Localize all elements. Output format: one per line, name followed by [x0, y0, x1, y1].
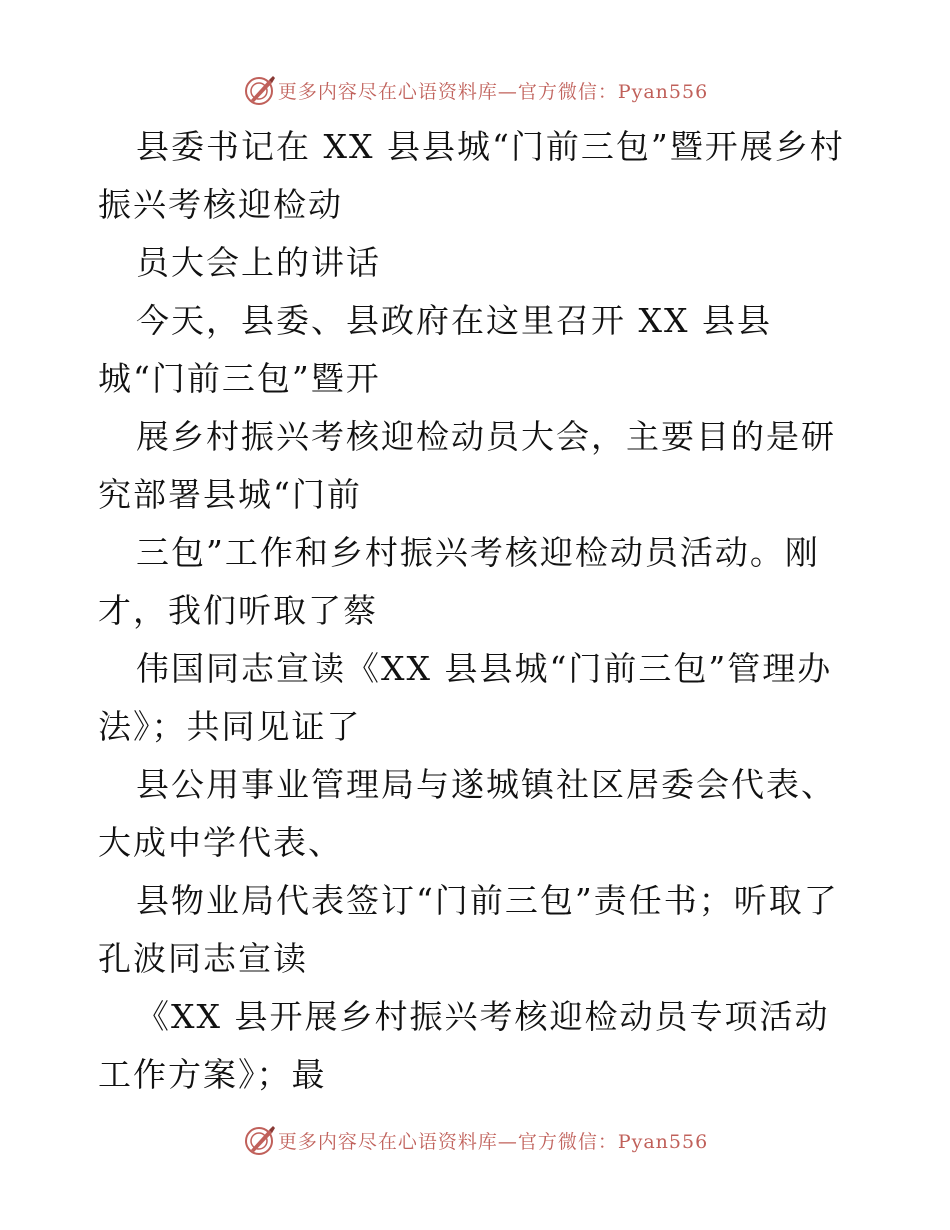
paragraph: 县物业局代表签订“门前三包”责任书；听取了孔波同志宣读: [98, 881, 839, 978]
paragraph: 今天，县委、县政府在这里召开 XX 县县城“门前三包”暨开: [98, 301, 772, 398]
footer-watermark: [0, 1120, 950, 1160]
paragraph: 《XX 县开展乡村振兴考核迎检动员专项活动工作方案》；最: [98, 997, 830, 1094]
document-body: [98, 118, 858, 1104]
paragraph: 县公用事业管理局与遂城镇社区居委会代表、大成中学代表、: [98, 765, 836, 862]
pen-logo-icon: [242, 1123, 276, 1157]
paragraph: 县委书记在 XX 县县城“门前三包”暨开展乡村振兴考核迎检动: [98, 127, 845, 224]
watermark-text: 更多内容尽在心语资料库—官方微信：Pyan556: [277, 1130, 709, 1153]
header-watermark: [0, 70, 950, 110]
paragraph: 伟国同志宣读《XX 县县城“门前三包”管理办法》；共同见证了: [98, 649, 833, 746]
pen-logo-icon: [242, 73, 276, 107]
paragraph: 展乡村振兴考核迎检动员大会，主要目的是研究部署县城“门前: [98, 417, 836, 514]
watermark-text: 更多内容尽在心语资料库—官方微信：Pyan556: [277, 80, 709, 103]
paragraph: 三包”工作和乡村振兴考核迎检动员活动。刚才，我们听取了蔡: [98, 533, 820, 630]
paragraph: 员大会上的讲话: [136, 243, 381, 282]
